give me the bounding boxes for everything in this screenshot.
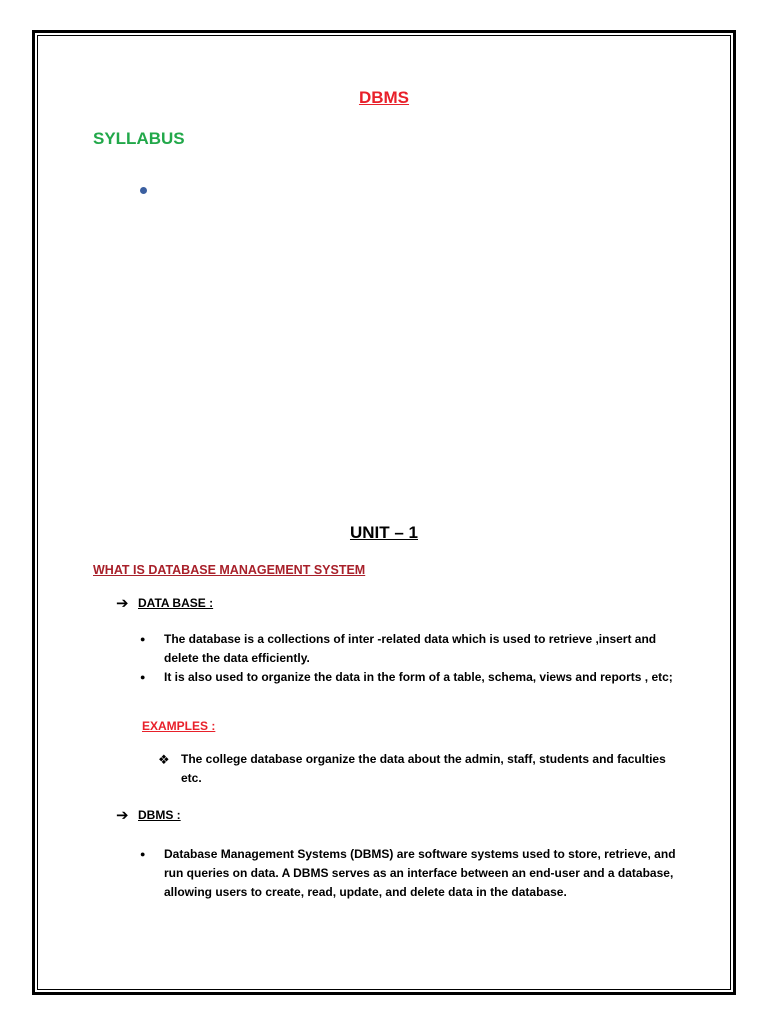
dbms-label: DBMS :	[138, 808, 181, 822]
example-text: The college database organize the data about the admin, staff, students and faculties etc.	[181, 752, 666, 785]
list-item	[140, 845, 680, 902]
document-title: DBMS	[358, 88, 410, 107]
right-arrow-icon: ➔	[116, 595, 129, 612]
database-heading	[116, 594, 213, 612]
bullet-text: Database Management Systems (DBMS) are software systems used to store, retrieve, and run queries on data. A DBMS serves as an interface between an end-user and a database, allowing users to create, read, update, and delete data in the database.	[164, 847, 676, 899]
unit-title: UNIT – 1	[349, 523, 419, 542]
examples-label: EXAMPLES :	[142, 719, 216, 733]
round-bullet-icon: ●	[140, 634, 146, 644]
bullet-text: The database is a collections of inter -related data which is used to retrieve ,insert and delete the data efficiently.	[164, 632, 657, 665]
database-label: DATA BASE :	[138, 596, 214, 610]
four-diamond-bullet-icon: ❖	[158, 752, 170, 767]
round-bullet-icon: ●	[140, 672, 146, 682]
syllabus-heading: SYLLABUS	[93, 129, 185, 148]
list-item	[158, 750, 678, 788]
section-title: WHAT IS DATABASE MANAGEMENT SYSTEM	[93, 563, 366, 577]
bullet-text: It is also used to organize the data in the form of a table, schema, views and reports , etc;	[164, 670, 673, 684]
round-bullet-icon: ●	[140, 849, 146, 859]
list-item	[140, 668, 680, 687]
list-item	[140, 630, 680, 668]
right-arrow-icon: ➔	[116, 807, 129, 824]
dbms-heading	[116, 806, 181, 824]
empty-bullet-point	[140, 187, 147, 194]
